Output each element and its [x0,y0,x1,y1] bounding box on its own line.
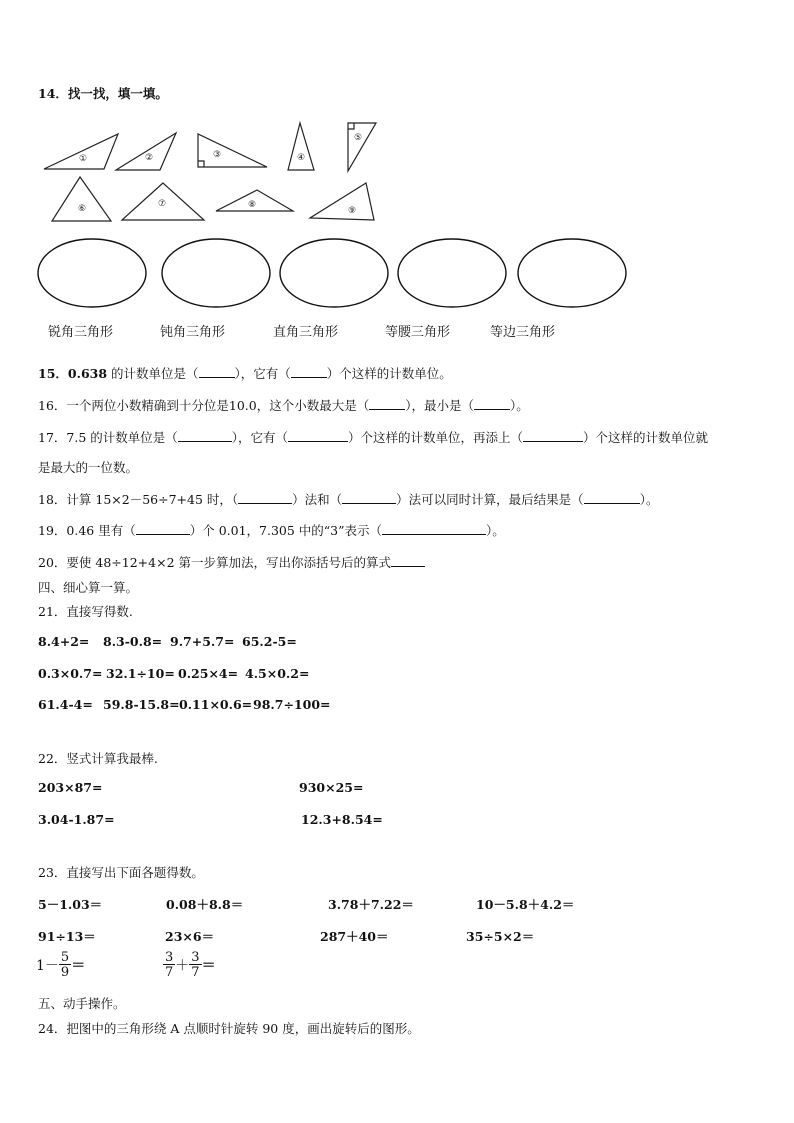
triangle-6 [52,177,111,221]
question-22-title: 22．竖式计算我最棒. [38,751,158,766]
triangle-label-7: ⑦ [157,199,167,209]
q23-r2c3: 287＋40＝ [320,929,389,944]
question-20: 20．要使 48÷12+4×2 第一步算加法，写出你添括号后的算式 [38,553,425,571]
q23-r2c2: 23×6＝ [165,929,215,944]
q21-r2c4: 4.5×0.2= [245,666,310,681]
triangle-label-9: ⑨ [347,206,357,216]
question-15: 15．0.638 的计数单位是（ ），它有（ ）个这样的计数单位。 [38,366,452,381]
q21-r2c2: 32.1÷10= [106,666,175,681]
oval-equilateral [518,239,626,307]
category-ovals [36,238,630,312]
question-14-title: 14．找一找，填一填。 [38,86,168,101]
triangle-label-5: ⑤ [353,133,363,143]
q22-item-3: 3.04-1.87= [38,812,115,827]
triangle-5 [348,123,376,171]
triangle-label-8: ⑧ [247,200,257,210]
q21-r1c1: 8.4+2= [38,634,90,649]
triangle-label-4: ④ [296,153,306,163]
question-24: 24．把图中的三角形绕 A 点顺时针旋转 90 度，画出旋转后的图形。 [38,1021,420,1036]
triangle-label-3: ③ [212,150,222,160]
oval-isosceles [398,239,506,307]
triangle-label-2: ② [144,153,154,163]
q21-r3c2: 59.8-15.8= [103,697,180,712]
q21-r3c3: 0.11×0.6= [179,697,253,712]
triangle-label-1: ① [78,154,88,164]
triangle-2 [116,133,176,170]
category-label-right: 直角三角形 [273,325,339,340]
q23-r1c4: 10－5.8＋4.2＝ [476,897,575,912]
q21-r2c3: 0.25×4= [178,666,239,681]
category-label-isosceles: 等腰三角形 [385,325,451,340]
oval-right [280,239,388,307]
question-18: 18．计算 15×2－56÷7+45 时，（ ）法和（ ）法可以同时计算，最后结果是（ ）。 [38,492,659,507]
q21-r1c3: 9.7+5.7= [170,634,235,649]
q23-r1c2: 0.08＋8.8＝ [166,897,244,912]
q21-r3c1: 61.4-4= [38,697,93,712]
question-16: 16．一个两位小数精确到十分位是10.0，这个小数最大是（ ），最小是（ ）。 [38,398,529,413]
question-17: 17．7.5 的计数单位是（ ），它有（ ）个这样的计数单位，再添上（ ）个这样的计数单位就 [38,430,709,445]
question-21-title: 21．直接写得数. [38,604,133,619]
triangle-9 [310,183,374,220]
question-23-title: 23．直接写出下面各题得数。 [38,865,204,880]
triangle-3 [198,134,267,167]
section-5-title: 五、动手操作。 [38,996,126,1011]
category-label-equilateral: 等边三角形 [490,325,556,340]
q23-fraction-1: 1－ $\frac{5}{9}$ ＝ [36,950,86,980]
q23-r2c4: 35÷5×2＝ [466,929,535,944]
triangle-label-6: ⑥ [77,204,87,214]
section-4-title: 四、细心算一算。 [38,580,139,595]
q22-item-4: 12.3+8.54= [301,812,383,827]
oval-obtuse [162,239,270,307]
q21-r1c4: 65.2-5= [242,634,297,649]
q23-fraction-2: $\frac{3}{7}$ ＋ $\frac{3}{7}$ ＝ [165,950,216,980]
triangle-figures [38,118,398,230]
q21-r2c1: 0.3×0.7= [38,666,103,681]
category-label-acute: 锐角三角形 [48,325,114,340]
oval-acute [38,239,146,307]
q21-r3c4: 98.7÷100= [253,697,331,712]
q23-r1c1: 5－1.03＝ [38,897,103,912]
q21-r1c2: 8.3-0.8= [103,634,163,649]
question-17-line2: 是最大的一位数。 [38,460,139,475]
category-label-obtuse: 钝角三角形 [160,325,226,340]
q23-r2c1: 91÷13＝ [38,929,96,944]
q22-item-1: 203×87= [38,780,103,795]
question-19: 19．0.46 里有（ ）个 0.01，7.305 中的“3”表示（ ）。 [38,523,505,538]
q22-item-2: 930×25= [299,780,364,795]
q23-r1c3: 3.78＋7.22＝ [328,897,414,912]
